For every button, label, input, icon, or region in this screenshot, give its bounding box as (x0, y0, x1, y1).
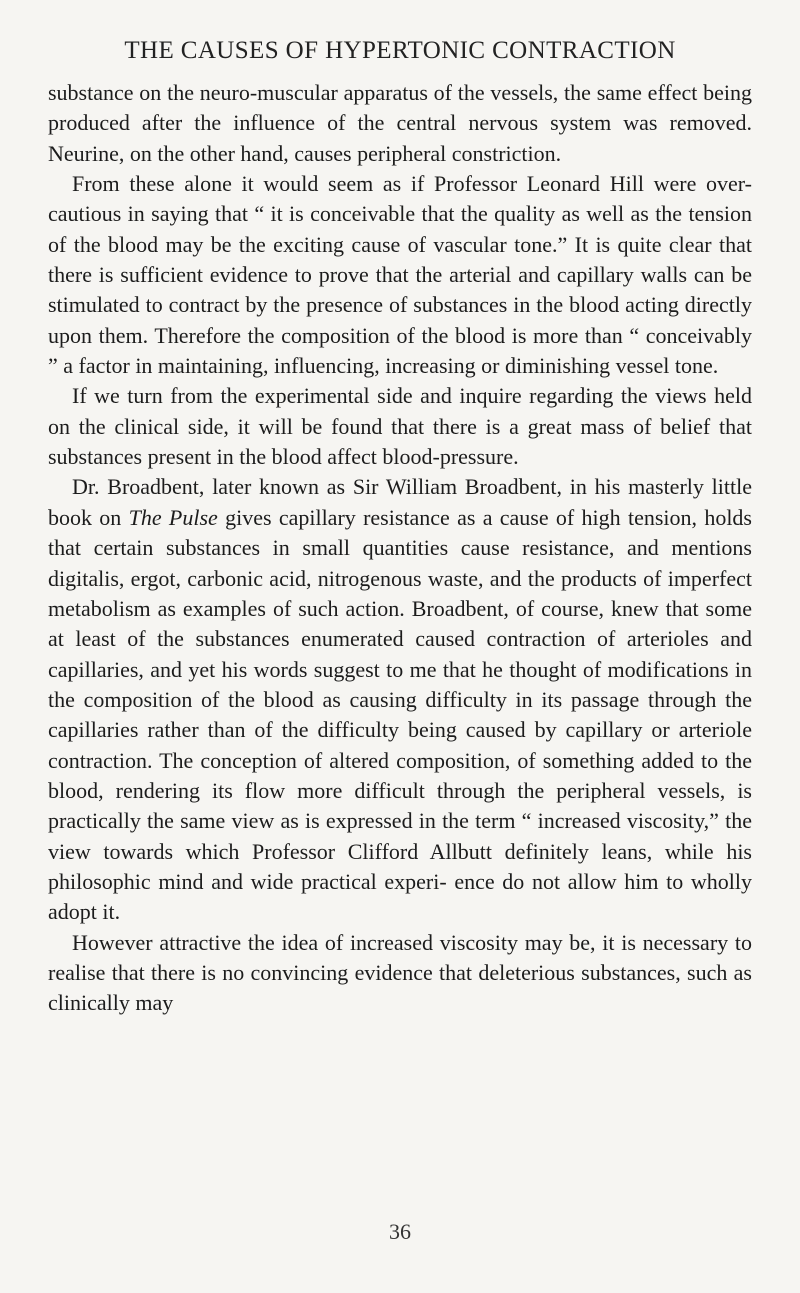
paragraph-2: From these alone it would seem as if Professor Leonard Hill were over-cautious in saying that “ it is conceivable that the quality as well as the tension of the blood may be the exciting cause of vascular tone.” It is quite clear that there is sufficient evidence to prove that the arterial and capillary walls can be stimulated to contract by the presence of substances in the blood acting directly upon them. Therefore the composition of the blood is more than “ conceivably ” a factor in maintaining, influencing, increasing or diminishing vessel tone. (48, 171, 752, 379)
book-title: The Pulse (128, 504, 218, 530)
page-number: 36 (389, 1219, 411, 1244)
paragraph-5: However attractive the idea of increased viscosity may be, it is necessary to realise that there is no convincing evidence that deleterious substances, such as clinically may (48, 929, 752, 1016)
paragraph-4-text-after: gives capillary resistance as a cause of high tension, holds that certain substances in small quantities cause resistance, and mentions digitalis, ergot, carbonic acid, nitrogenous waste, and the products of imperfect metabolism as examples of such action. Broadbent, of course, knew that some at least of the substances enumerated caused contraction of arterioles and capillaries, and yet his words suggest to me that he thought of modifications in the composition of the blood as causing difficulty in its passage through the capillaries rather than of the difficulty being caused by capillary or arteriole contraction. The conception of altered composition, of something added to the blood, rendering its flow more difficult through the peripheral vessels, is practically the same view as is expressed in the term “ increased viscosity,” the view towards which Professor Clifford Allbutt definitely leans, while his philosophic mind and wide practical experi- ence do not allow him to wholly adopt it. (48, 504, 752, 925)
paragraph-3: If we turn from the experimental side and inquire regarding the views held on the clinical side, it will be found that there is a great mass of belief that substances present in the blood affect blood-pressure. (48, 383, 752, 470)
running-head: THE CAUSES OF HYPERTONIC CONTRACTION (124, 37, 676, 64)
paragraph-4 (48, 472, 752, 927)
body-text (48, 78, 752, 1019)
paragraph-1: substance on the neuro-muscular apparatus of the vessels, the same effect being produced after the influence of the central nervous system was removed. Neurine, on the other hand, causes peripheral constriction. (48, 80, 752, 166)
paragraph-4-text-before: Dr. Broadbent, later known as Sir William Broadbent, in his masterly little book on (48, 474, 752, 530)
